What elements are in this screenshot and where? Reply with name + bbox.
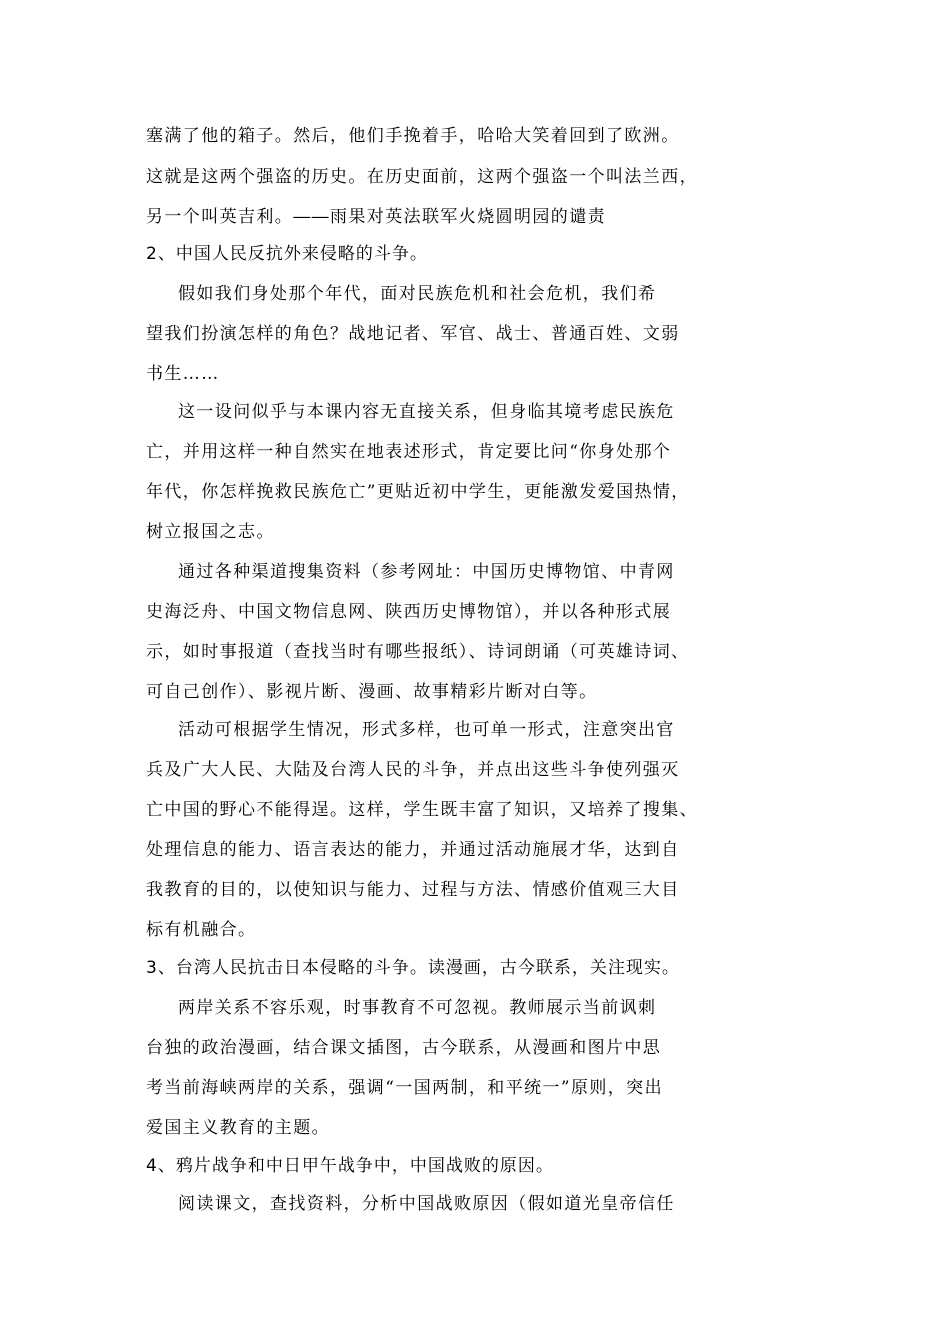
paragraph-line: 兵及广大人民、大陆及台湾人民的斗争，并点出这些斗争使列强灭 xyxy=(146,760,680,780)
paragraph-line: 假如我们身处那个年代，面对民族危机和社会危机，我们希 xyxy=(178,284,657,304)
paragraph-line: 我教育的目的，以使知识与能力、过程与方法、情感价值观三大目 xyxy=(146,880,680,900)
paragraph-line: 望我们扮演怎样的角色？战地记者、军官、战士、普通百姓、文弱 xyxy=(146,324,680,344)
section-heading: 3、台湾人民抗击日本侵略的斗争。读漫画，古今联系，关注现实。 xyxy=(146,958,680,978)
paragraph-line: 亡，并用这样一种自然实在地表述形式，肯定要比问“你身处那个 xyxy=(146,442,672,462)
paragraph-line: 这一设问似乎与本课内容无直接关系，但身临其境考虑民族危 xyxy=(178,402,675,422)
paragraph-line: 亡中国的野心不能得逞。这样，学生既丰富了知识，又培养了搜集、 xyxy=(146,800,698,820)
paragraph-line: 年代，你怎样挽救民族危亡”更贴近初中学生，更能激发爱国热情， xyxy=(146,482,690,502)
paragraph-line: 台独的政治漫画，结合课文插图，古今联系，从漫画和图片中思 xyxy=(146,1038,662,1058)
paragraph-line: 书生…… xyxy=(146,364,220,384)
section-heading: 2、中国人民反抗外来侵略的斗争。 xyxy=(146,244,428,264)
paragraph-line: 可自己创作）、影视片断、漫画、故事精彩片断对白等。 xyxy=(146,682,598,702)
paragraph-line: 示，如时事报道（查找当时有哪些报纸）、诗词朗诵（可英雄诗词、 xyxy=(146,642,690,662)
paragraph-line: 爱国主义教育的主题。 xyxy=(146,1118,330,1138)
paragraph-line: 通过各种渠道搜集资料（参考网址：中国历史博物馆、中青网 xyxy=(178,562,675,582)
quote-line: 塞满了他的箱子。然后，他们手挽着手，哈哈大笑着回到了欧洲。 xyxy=(146,126,680,146)
paragraph-line: 史海泛舟、中国文物信息网、陕西历史博物馆），并以各种形式展 xyxy=(146,602,672,622)
paragraph-line: 处理信息的能力、语言表达的能力，并通过活动施展才华，达到自 xyxy=(146,840,680,860)
paragraph-line: 考当前海峡两岸的关系，强调“一国两制，和平统一”原则，突出 xyxy=(146,1078,663,1098)
quote-line: 这就是这两个强盗的历史。在历史面前，这两个强盗一个叫法兰西， xyxy=(146,167,698,187)
paragraph-line: 活动可根据学生情况，形式多样，也可单一形式，注意突出官 xyxy=(178,720,675,740)
paragraph-line: 阅读课文，查找资料，分析中国战败原因（假如道光皇帝信任 xyxy=(178,1194,675,1214)
quote-line: 另一个叫英吉利。――雨果对英法联军火烧圆明园的谴责 xyxy=(146,207,606,227)
section-heading: 4、鸦片战争和中日甲午战争中，中国战败的原因。 xyxy=(146,1156,554,1176)
paragraph-line: 标有机融合。 xyxy=(146,920,257,940)
paragraph-line: 树立报国之志。 xyxy=(146,522,275,542)
paragraph-line: 两岸关系不容乐观，时事教育不可忽视。教师展示当前讽刺 xyxy=(178,998,657,1018)
